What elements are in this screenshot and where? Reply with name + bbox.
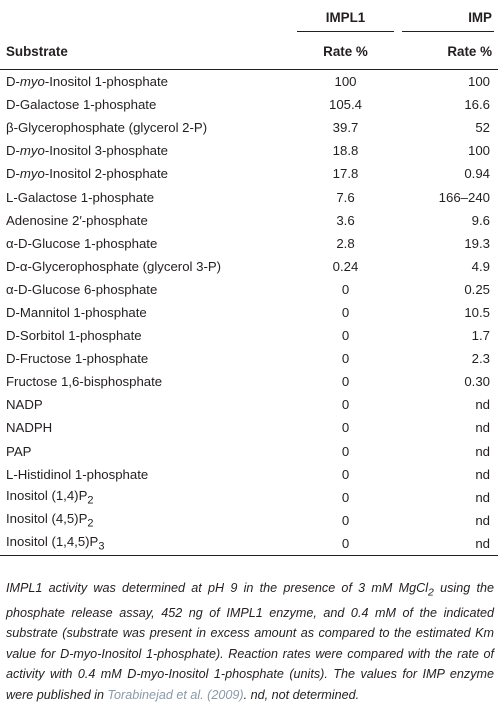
- substrate-cell: [0, 324, 289, 347]
- substrate-cell: [0, 209, 289, 232]
- substrate-cell: [0, 139, 289, 162]
- substrate-cell: [0, 393, 289, 416]
- table-row: [0, 416, 498, 439]
- table-row: [0, 509, 498, 532]
- substrate-name: Inositol (4,5)P: [6, 511, 88, 526]
- substrate-name: D-: [6, 74, 20, 90]
- table-row: [0, 486, 498, 509]
- substrate-name: α-D-Glucose 1-phosphate: [6, 235, 158, 251]
- substrate-name: NADP: [6, 397, 43, 413]
- impl1-rate-cell: 2.8: [336, 235, 355, 251]
- substrate-name: Fructose 1,6-bisphosphate: [6, 374, 163, 390]
- table-row: [0, 139, 498, 162]
- imp-rate-cell: 0.30: [464, 374, 490, 390]
- impl1-rate-cell: 0: [341, 443, 350, 459]
- substrate-name: Adenosine 2′-phosphate: [6, 212, 148, 228]
- substrate-cell: [0, 185, 289, 208]
- substrate-cell: [0, 463, 289, 486]
- imp-rate-cell: nd: [475, 489, 490, 505]
- header-rate-imp: Rate %: [394, 34, 498, 70]
- impl1-rate-cell: 0: [341, 281, 350, 297]
- table-row: [0, 70, 498, 94]
- substrate-name-rest: -Inositol 2-phosphate: [44, 166, 169, 182]
- substrate-name: NADPH: [6, 420, 53, 436]
- impl1-rate-cell: 0: [341, 512, 350, 528]
- substrate-name: L-Histidinol 1-phosphate: [6, 466, 149, 482]
- substrate-name: PAP: [6, 443, 32, 459]
- imp-rate-cell: 100: [467, 74, 490, 90]
- footnote-subscript: 2: [428, 586, 434, 599]
- footnote-text-2: using the phosphate release assay, 452 ng of IMPL1 enzyme, and 0.4 mM of the indicated substrate (substrate was present in excess amount as compared to the estimated Km value for D-myo-Inositol 1-phosphate). Reaction rates were compared with the rate of activity with 0.4 mM D-myo-Inositol 1-phosphate (units). The values for IMP enzyme were published in: [6, 581, 494, 702]
- substrate-cell: [0, 301, 289, 324]
- table-row: [0, 324, 498, 347]
- imp-rate-cell: nd: [475, 397, 490, 413]
- impl1-rate-cell: 3.6: [336, 212, 355, 228]
- imp-rate-cell: 16.6: [464, 97, 490, 113]
- imp-rate-cell: 52: [475, 120, 490, 136]
- imp-rate-cell: 19.3: [464, 235, 490, 251]
- table-row: [0, 185, 498, 208]
- substrate-subscript: 2: [87, 494, 94, 507]
- impl1-rate-cell: 7.6: [336, 189, 355, 205]
- impl1-rate-cell: 17.8: [332, 166, 359, 182]
- substrate-cell: [0, 532, 289, 556]
- substrate-cell: [0, 416, 289, 439]
- imp-rate-cell: 0.25: [464, 281, 490, 297]
- header-group-impl1: [289, 0, 394, 34]
- header-substrate: Substrate: [0, 34, 289, 70]
- impl1-rate-cell: 0: [341, 420, 350, 436]
- substrate-name-rest: -Inositol 3-phosphate: [44, 143, 169, 159]
- footnote-text-3: . nd, not determined.: [243, 687, 360, 702]
- footnote-text-1: IMPL1 activity was determined at pH 9 in the presence of 3 mM MgCl: [6, 581, 429, 595]
- table-row: [0, 440, 498, 463]
- header-group-impl1-label: IMPL1: [297, 10, 394, 32]
- table-row: [0, 463, 498, 486]
- citation-link[interactable]: Torabinejad et al. (2009): [107, 687, 244, 702]
- imp-rate-cell: 1.7: [471, 328, 490, 344]
- substrate-name: D-Sorbitol 1-phosphate: [6, 328, 142, 344]
- imp-rate-cell: 9.6: [471, 212, 490, 228]
- imp-rate-cell: nd: [394, 532, 498, 556]
- table-row: [0, 532, 498, 556]
- substrate-name: D-α-Glycerophosphate (glycerol 3-P): [6, 258, 222, 274]
- substrate-cell: [0, 255, 289, 278]
- table-row: [0, 301, 498, 324]
- substrate-name: α-D-Glucose 6-phosphate: [6, 281, 158, 297]
- imp-rate-cell: nd: [475, 443, 490, 459]
- imp-rate-cell: 4.9: [471, 258, 490, 274]
- substrate-name: D-Mannitol 1-phosphate: [6, 304, 147, 320]
- table-row: [0, 209, 498, 232]
- imp-rate-cell: 100: [467, 143, 490, 159]
- impl1-rate-cell: 18.8: [332, 143, 359, 159]
- table-row: [0, 232, 498, 255]
- impl1-rate-cell: 0: [341, 374, 350, 390]
- substrate-cell: [0, 278, 289, 301]
- substrate-name: β-Glycerophosphate (glycerol 2-P): [6, 120, 208, 136]
- table-footnote: [6, 578, 494, 705]
- header-spacer: [0, 0, 289, 34]
- impl1-rate-cell: 0: [341, 304, 350, 320]
- substrate-subscript: 2: [87, 517, 94, 530]
- substrate-name: D-Fructose 1-phosphate: [6, 351, 149, 367]
- substrate-name: Inositol (1,4,5)P: [6, 534, 99, 550]
- imp-rate-cell: 166–240: [438, 189, 490, 205]
- substrate-cell: [0, 440, 289, 463]
- impl1-rate-cell: 0: [341, 328, 350, 344]
- impl1-rate-cell: 0: [341, 489, 350, 505]
- substrate-cell: [0, 509, 289, 532]
- substrate-cell: [0, 162, 289, 185]
- imp-rate-cell: nd: [475, 466, 490, 482]
- imp-rate-cell: nd: [475, 420, 490, 436]
- substrate-cell: [0, 486, 289, 509]
- impl1-rate-cell: 105.4: [328, 97, 362, 113]
- imp-rate-cell: 2.3: [471, 351, 490, 367]
- impl1-rate-cell: 0.24: [332, 258, 359, 274]
- impl1-rate-cell: 0: [341, 466, 350, 482]
- table-row: [0, 347, 498, 370]
- table-body: [0, 70, 498, 556]
- impl1-rate-cell: 39.7: [332, 120, 359, 136]
- substrate-cell: [0, 347, 289, 370]
- table-header: [0, 0, 498, 70]
- substrate-name-italic: myo: [19, 74, 45, 90]
- substrate-cell: [0, 70, 289, 94]
- table-row: [0, 116, 498, 139]
- substrate-cell: [0, 116, 289, 139]
- header-rate-impl1: Rate %: [289, 34, 394, 70]
- table-row: [0, 370, 498, 393]
- substrate-name: L-Galactose 1-phosphate: [6, 189, 155, 205]
- table-row: [0, 93, 498, 116]
- substrate-name: D-: [6, 143, 20, 159]
- header-group-imp: [394, 0, 498, 34]
- impl1-rate-cell: 0: [289, 532, 394, 556]
- table-row: [0, 393, 498, 416]
- substrate-name: D-: [6, 166, 20, 182]
- table-row: [0, 162, 498, 185]
- substrate-name-italic: myo: [19, 143, 45, 159]
- imp-rate-cell: 10.5: [464, 304, 490, 320]
- substrate-name: D-Galactose 1-phosphate: [6, 97, 157, 113]
- substrate-name-italic: myo: [19, 166, 45, 182]
- substrate-cell: [0, 232, 289, 255]
- substrate-cell: [0, 370, 289, 393]
- substrate-name-rest: -Inositol 1-phosphate: [44, 74, 169, 90]
- impl1-rate-cell: 0: [341, 397, 350, 413]
- impl1-rate-cell: 100: [334, 74, 357, 90]
- header-group-imp-label: IMP: [402, 10, 494, 32]
- impl1-rate-cell: 0: [341, 351, 350, 367]
- substrate-subscript: 3: [98, 540, 105, 553]
- imp-rate-cell: nd: [475, 512, 490, 528]
- table-row: [0, 278, 498, 301]
- substrate-cell: [0, 93, 289, 116]
- table-row: [0, 255, 498, 278]
- substrate-name: Inositol (1,4)P: [6, 487, 88, 503]
- imp-rate-cell: 0.94: [464, 166, 490, 182]
